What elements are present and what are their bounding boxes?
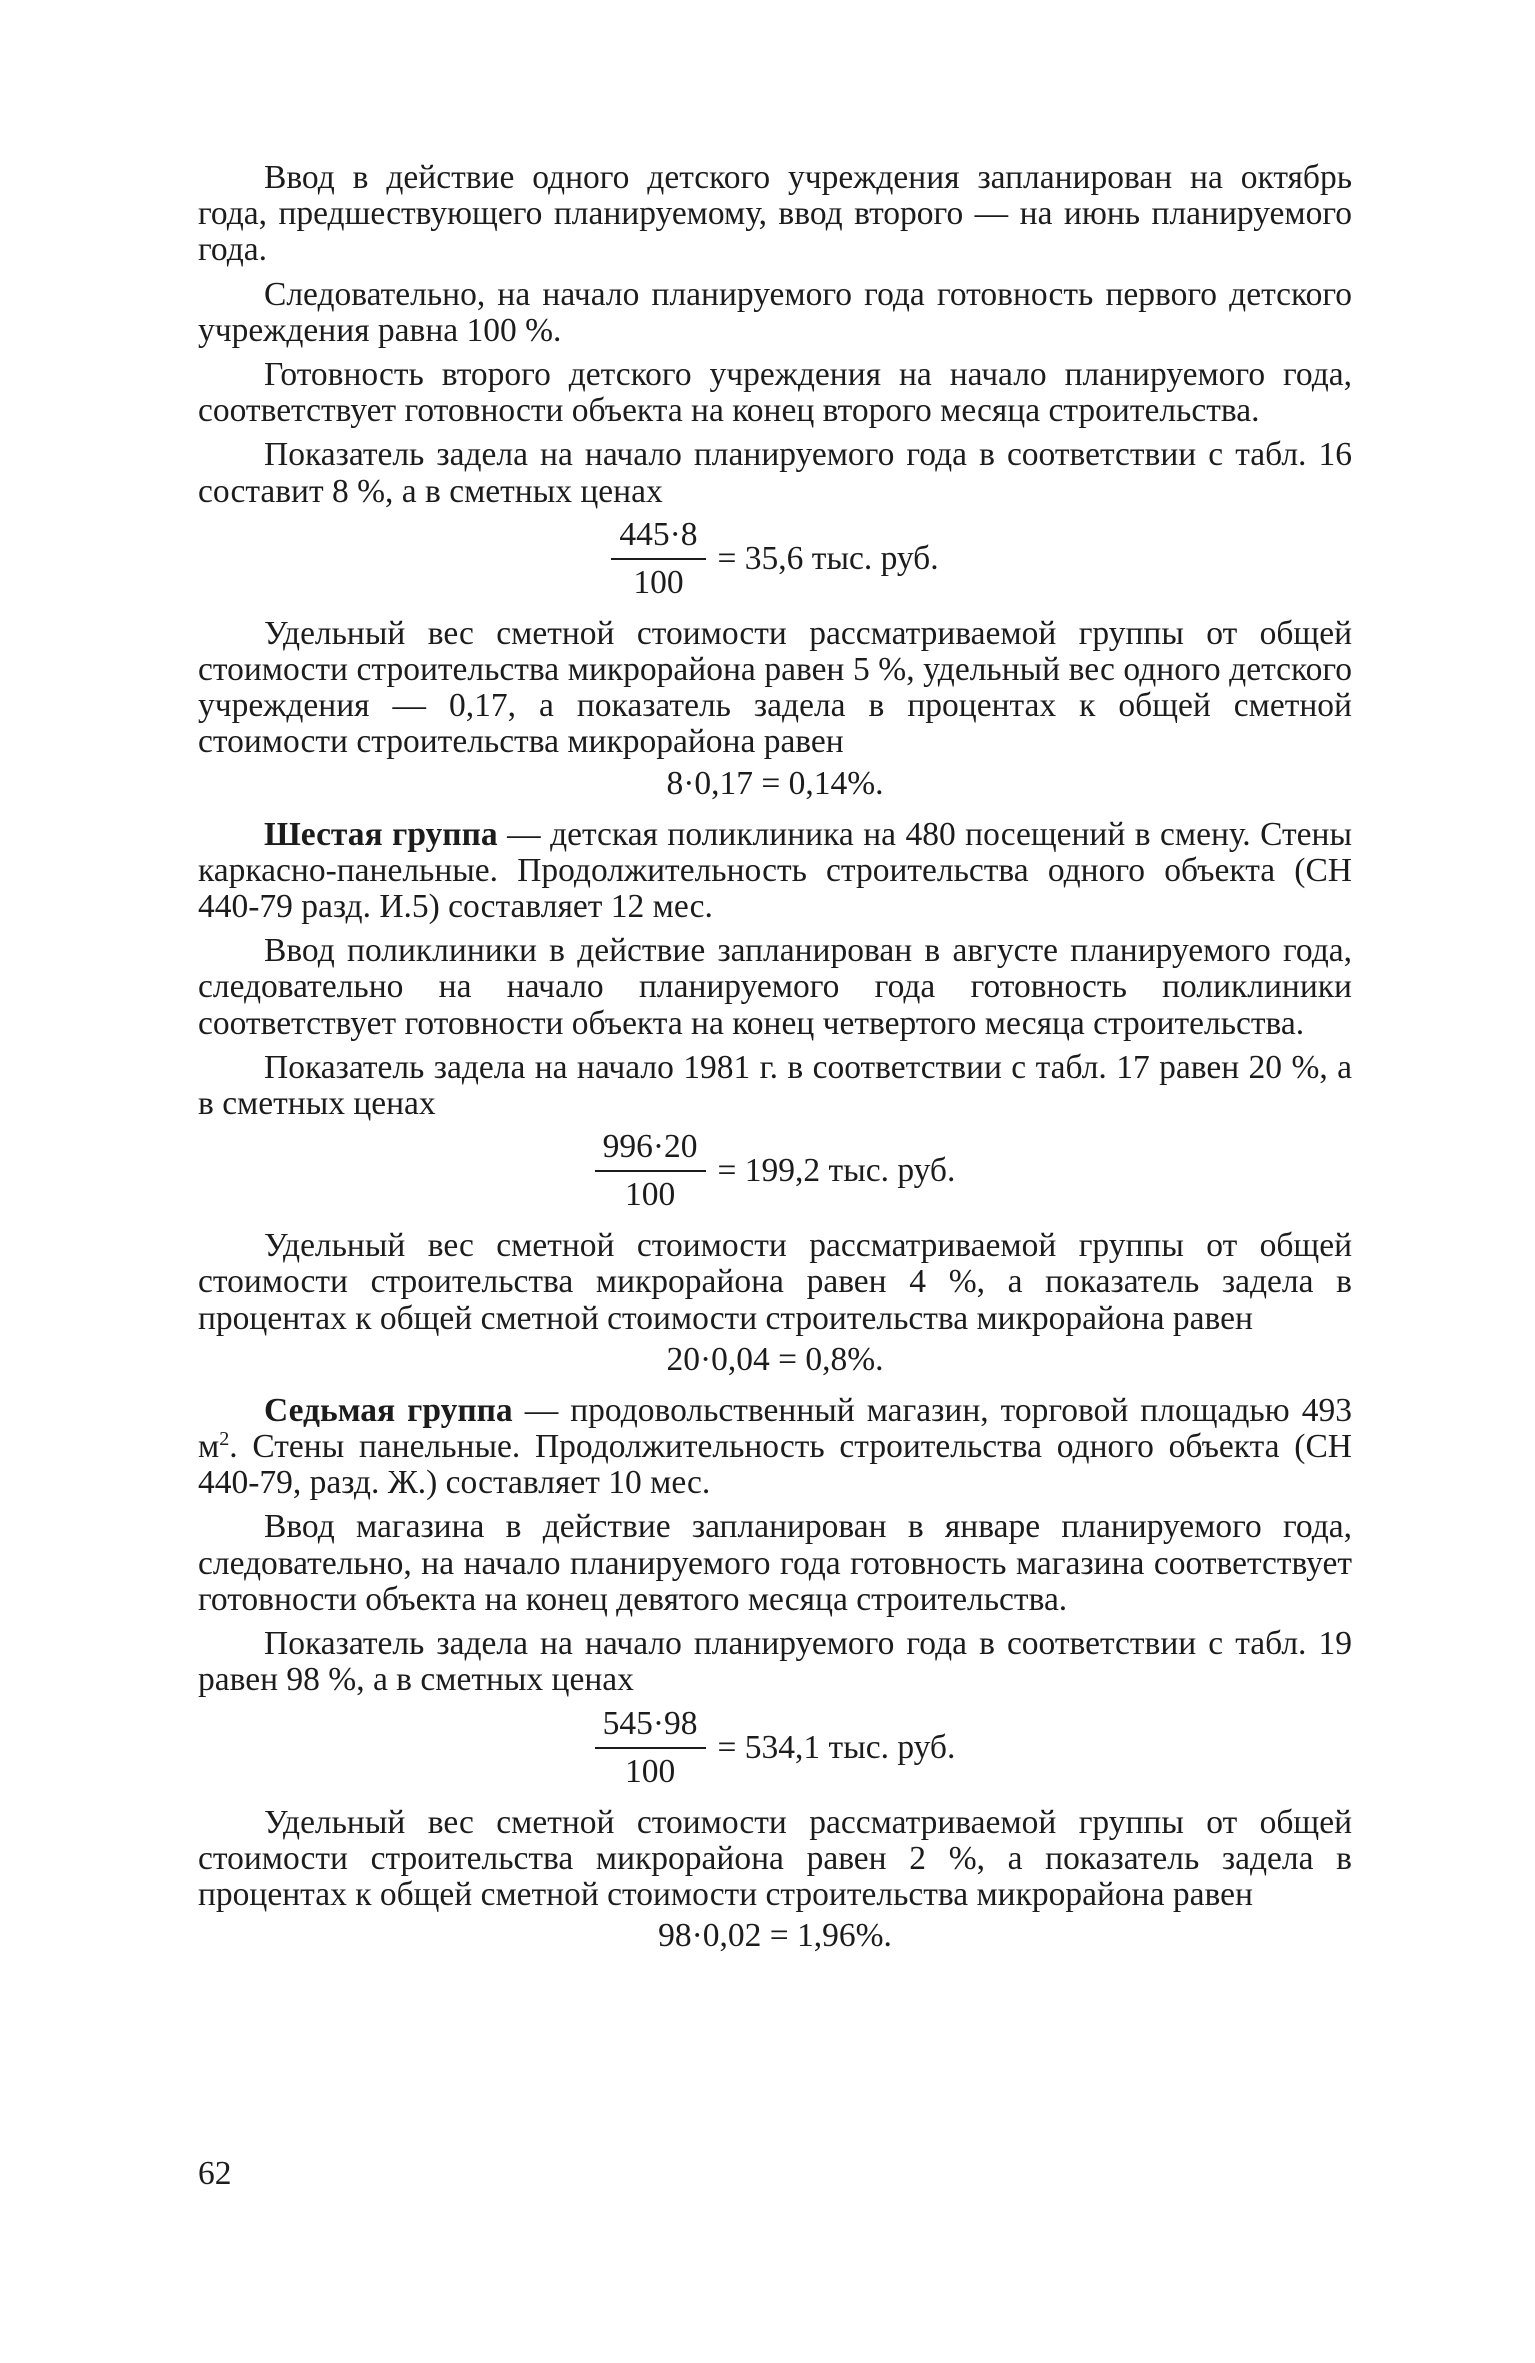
paragraph: Удельный вес сметной стоимости рассматриваемой группы от общей стоимости строительства микрорайона равен 5 %, удельный вес одного детского учреждения — 0,17, а показатель задела в процентах к общей сметной стоимости строительства микрорайона равен bbox=[198, 614, 1352, 761]
fraction-denominator: 100 bbox=[624, 1176, 676, 1214]
paragraph-text: . Стены панельные. Продолжительность строительства одного объекта (СН 440-79, разд. Ж.) составляет 10 мес. bbox=[198, 1428, 1352, 1502]
paragraph: Ввод поликлиники в действие запланирован в августе планируемого года, следовательно на начало планируемого года готовность поликлиники соответствует готовности объекта на конец четвертого месяца строительства. bbox=[198, 932, 1352, 1042]
formula-zadel-group-5 bbox=[198, 516, 1352, 602]
formula-zadel-group-6 bbox=[198, 1128, 1352, 1214]
fraction-numerator: 445·8 bbox=[611, 516, 705, 560]
fraction-numerator: 996·20 bbox=[595, 1128, 706, 1172]
formula-zadel-group-7 bbox=[198, 1705, 1352, 1791]
fraction-denominator: 100 bbox=[633, 563, 684, 601]
equation: 20·0,04 = 0,8%. bbox=[666, 1340, 884, 1378]
paragraph: Показатель задела на начало планируемого года в соответствии с табл. 16 составит 8 %, а в сметных ценах bbox=[198, 436, 1352, 510]
paragraph: Удельный вес сметной стоимости рассматриваемой группы от общей стоимости строительства микрорайона равен 4 %, а показатель задела в процентах к общей сметной стоимости строительства микрорайона равен bbox=[198, 1227, 1352, 1337]
fraction-numerator: 545·98 bbox=[595, 1705, 706, 1749]
paragraph-group-7 bbox=[198, 1393, 1352, 1502]
formula-result: = 35,6 тыс. руб. bbox=[717, 539, 939, 577]
paragraph-text: — продовольственный магазин, торговой площадью 493 м bbox=[198, 1391, 1352, 1466]
equation: 8·0,17 = 0,14%. bbox=[666, 764, 884, 802]
paragraph: Ввод магазина в действие запланирован в январе планируемого года, следовательно, на начало планируемого года готовность магазина соответствует готовности объекта на конец девятого месяца строительства. bbox=[198, 1508, 1352, 1618]
paragraph-group-6 bbox=[198, 817, 1352, 926]
equation: 98·0,02 = 1,96%. bbox=[658, 1917, 892, 1955]
paragraph: Показатель задела на начало планируемого года в соответствии с табл. 19 равен 98 %, а в сметных ценах bbox=[198, 1625, 1352, 1699]
paragraph: Удельный вес сметной стоимости рассматриваемой группы от общей стоимости строительства микрорайона равен 2 %, а показатель задела в процентах к общей сметной стоимости строительства микрорайона равен bbox=[198, 1803, 1352, 1913]
paragraph-text: — детская поликлиника на 480 посещений в смену. Стены каркасно-панельные. Продолжительность строительства одного объекта (СН 440-79 разд. И.5) составляет 12 мес. bbox=[198, 815, 1352, 926]
superscript: 2 bbox=[219, 1427, 230, 1450]
fraction bbox=[595, 1705, 706, 1791]
paragraph: Готовность второго детского учреждения на начало планируемого года, соответствует готовности объекта на конец второго месяца строительства. bbox=[198, 356, 1352, 430]
fraction bbox=[595, 1128, 706, 1214]
fraction bbox=[611, 516, 705, 602]
fraction-denominator: 100 bbox=[624, 1752, 676, 1790]
page-number: 62 bbox=[198, 2155, 232, 2192]
text-column bbox=[198, 160, 1352, 1969]
formula-result: = 534,1 тыс. руб. bbox=[717, 1728, 956, 1766]
paragraph: Ввод в действие одного детского учреждения запланирован на октябрь года, предшествующего планируемому, ввод второго — на июнь планируемого года. bbox=[198, 159, 1352, 269]
group-heading: Седьмая группа bbox=[264, 1391, 513, 1429]
paragraph: Показатель задела на начало 1981 г. в соответствии с табл. 17 равен 20 %, а в сметных ценах bbox=[198, 1048, 1352, 1123]
formula-result: = 199,2 тыс. руб. bbox=[717, 1152, 956, 1190]
group-heading: Шестая группа bbox=[264, 815, 498, 853]
paragraph: Следовательно, на начало планируемого года готовность первого детского учреждения равна 100 %. bbox=[198, 275, 1352, 349]
